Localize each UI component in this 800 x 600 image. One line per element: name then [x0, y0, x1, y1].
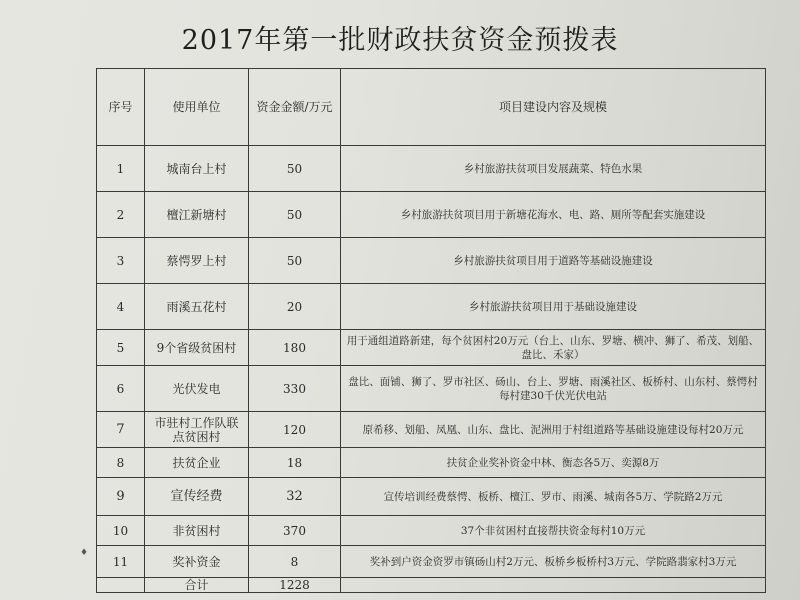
row-index: 3 — [97, 238, 145, 284]
row-content: 盘比、面铺、狮了、罗市社区、砀山、台上、罗塘、雨溪社区、板桥村、山东村、蔡愕村每村建30千伏光伏电站 — [341, 366, 766, 412]
table-row — [97, 546, 766, 578]
table-row — [97, 412, 766, 448]
row-unit: 蔡愕罗上村 — [145, 238, 249, 284]
allocation-table — [96, 68, 766, 593]
table-row — [97, 516, 766, 546]
row-index: 10 — [97, 516, 145, 546]
row-content: 用于通组道路新建，每个贫困村20万元（台上、山东、罗塘、横冲、狮了、希茂、划船、盘比、禾家） — [341, 330, 766, 366]
row-content: 乡村旅游扶贫项目用于道路等基础设施建设 — [341, 238, 766, 284]
header-index: 序号 — [97, 69, 145, 146]
row-unit: 雨溪五花村 — [145, 284, 249, 330]
row-amount: 20 — [249, 284, 341, 330]
header-content: 项目建设内容及规模 — [341, 69, 766, 146]
row-index: 6 — [97, 366, 145, 412]
row-unit: 城南台上村 — [145, 146, 249, 192]
row-unit: 檀江新塘村 — [145, 192, 249, 238]
row-amount: 50 — [249, 238, 341, 284]
row-amount: 330 — [249, 366, 341, 412]
row-unit: 光伏发电 — [145, 366, 249, 412]
row-unit: 宣传经费 — [145, 478, 249, 516]
row-unit: 9个省级贫困村 — [145, 330, 249, 366]
row-content: 乡村旅游扶贫项目用于基础设施建设 — [341, 284, 766, 330]
table-header-row — [97, 69, 766, 146]
total-content — [341, 578, 766, 593]
row-amount: 120 — [249, 412, 341, 448]
row-unit: 奖补资金 — [145, 546, 249, 578]
row-unit: 扶贫企业 — [145, 448, 249, 478]
total-label: 合计 — [145, 578, 249, 593]
margin-mark: ♦ — [80, 548, 89, 558]
row-amount: 18 — [249, 448, 341, 478]
row-unit: 市驻村工作队联点贫困村 — [145, 412, 249, 448]
row-unit: 非贫困村 — [145, 516, 249, 546]
total-amount: 1228 — [249, 578, 341, 593]
row-index: 1 — [97, 146, 145, 192]
row-content: 原希移、划船、凤凰、山东、盘比、泥洲用于村组道路等基础设施建设每村20万元 — [341, 412, 766, 448]
table-row — [97, 284, 766, 330]
total-row — [97, 578, 766, 593]
header-amount: 资金金额/万元 — [249, 69, 341, 146]
table-row — [97, 238, 766, 284]
row-content: 37个非贫困村直接帮扶资金每村10万元 — [341, 516, 766, 546]
total-index-empty — [97, 578, 145, 593]
table-row — [97, 448, 766, 478]
row-amount: 370 — [249, 516, 341, 546]
row-index: 2 — [97, 192, 145, 238]
row-amount: 32 — [249, 478, 341, 516]
row-amount: 8 — [249, 546, 341, 578]
row-content: 乡村旅游扶贫项目发展蔬菜、特色水果 — [341, 146, 766, 192]
row-amount: 180 — [249, 330, 341, 366]
page-title: 2017年第一批财政扶贫资金预拨表 — [181, 25, 619, 56]
row-index: 4 — [97, 284, 145, 330]
row-index: 5 — [97, 330, 145, 366]
table-row — [97, 478, 766, 516]
table-row — [97, 366, 766, 412]
row-index: 8 — [97, 448, 145, 478]
header-unit: 使用单位 — [145, 69, 249, 146]
row-index: 7 — [97, 412, 145, 448]
table-row — [97, 192, 766, 238]
row-content: 扶贫企业奖补资金中林、衡态各5万、奕源8万 — [341, 448, 766, 478]
row-amount: 50 — [249, 146, 341, 192]
row-content: 乡村旅游扶贫项目用于新塘花海水、电、路、厕所等配套实施建设 — [341, 192, 766, 238]
table-row — [97, 146, 766, 192]
row-content: 宣传培训经费蔡愕、板桥、檀江、罗市、雨溪、城南各5万、学院路2万元 — [341, 478, 766, 516]
table-row — [97, 330, 766, 366]
row-amount: 50 — [249, 192, 341, 238]
row-content: 奖补到户资金资罗市镇砀山村2万元、板桥乡板桥村3万元、学院路翡家村3万元 — [341, 546, 766, 578]
row-index: 11 — [97, 546, 145, 578]
row-index: 9 — [97, 478, 145, 516]
